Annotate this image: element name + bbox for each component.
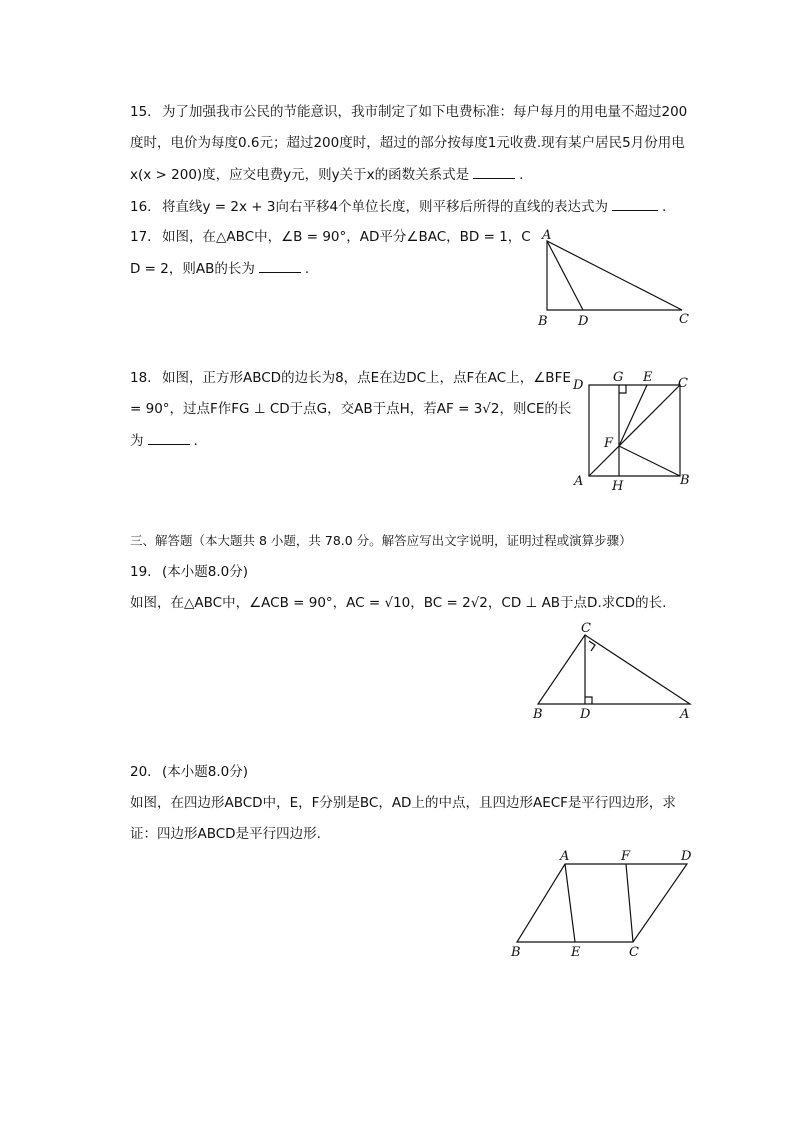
q15-end: . bbox=[519, 167, 524, 183]
q19-right-angle-d bbox=[585, 697, 592, 704]
q15-line2 bbox=[130, 133, 685, 153]
q17-end: . bbox=[304, 261, 310, 277]
q20-parallelogram-figure bbox=[505, 846, 705, 961]
q20-line1 bbox=[130, 793, 676, 813]
q16-line bbox=[130, 196, 666, 217]
q17-label-c: C bbox=[679, 312, 689, 327]
q20-label-b: B bbox=[511, 945, 521, 960]
q15-number: 15. bbox=[130, 104, 152, 120]
q20-label-e: E bbox=[571, 945, 581, 960]
q15-text-3: x(x > 200)度，应交电费y元，则y关于x的函数关系式是 bbox=[130, 167, 470, 183]
q18-text-2: = 90°，过点F作FG ⊥ CD于点G，交AB于点H，若AF = 3√2，则CE的长 bbox=[130, 401, 572, 417]
q15-line1 bbox=[130, 102, 687, 122]
q15-answer-blank[interactable] bbox=[473, 164, 515, 179]
q18-right-angle-mark bbox=[619, 385, 626, 393]
q17-number: 17. bbox=[130, 229, 152, 245]
q19-text: 如图，在△ABC中，∠ACB = 90°，AC = √10，BC = 2√2，CD ⊥ AB于点D.求CD的长. bbox=[130, 595, 667, 611]
q20-label-a: A bbox=[560, 849, 570, 864]
q18-answer-blank[interactable] bbox=[148, 430, 190, 445]
q20-text-1: 如图，在四边形ABCD中，E，F分别是BC，AD上的中点，且四边形AECF是平行四边形，求 bbox=[130, 795, 676, 811]
q19-label-c: C bbox=[581, 621, 591, 636]
q20-segment-ae bbox=[565, 864, 575, 942]
q20-label-f: F bbox=[621, 849, 631, 864]
q17-triangle-figure bbox=[530, 228, 700, 333]
q17-answer-blank[interactable] bbox=[259, 258, 301, 273]
section-3-title: 三、解答题（本大题共 8 小题，共 78.0 分。解答应写出文字说明，证明过程或演算步骤） bbox=[130, 533, 632, 548]
q18-end: . bbox=[193, 433, 198, 449]
q17-text-1: 如图，在△ABC中，∠B = 90°，AD平分∠BAC，BD = 1，C bbox=[162, 229, 531, 245]
q19-triangle-figure bbox=[530, 620, 700, 725]
q18-line2 bbox=[130, 399, 571, 419]
q19-number: 19. bbox=[130, 564, 152, 580]
q15-text-1: 为了加强我市公民的节能意识，我市制定了如下电费标准：每户每月的用电量不超过200 bbox=[162, 104, 688, 120]
q18-text-1: 如图，正方形ABCD的边长为8，点E在边DC上，点F在AC上，∠BFE bbox=[162, 370, 571, 386]
q18-diagonal-ac bbox=[589, 385, 680, 476]
q17-line1 bbox=[130, 227, 531, 247]
q17-label-d: D bbox=[578, 314, 589, 329]
q19-line bbox=[130, 593, 666, 613]
section-3-heading bbox=[130, 531, 632, 551]
q16-text: 将直线y = 2x + 3向右平移4个单位长度，则平移后所得的直线的表达式为 bbox=[162, 199, 609, 215]
q17-segment-ad bbox=[547, 241, 583, 310]
q20-line2 bbox=[130, 824, 321, 844]
q18-label-e: E bbox=[643, 370, 653, 385]
q18-square-figure bbox=[570, 368, 700, 493]
q19-label-b: B bbox=[533, 707, 543, 722]
q18-label-f: F bbox=[604, 436, 614, 451]
q18-segment-fe bbox=[619, 385, 647, 446]
q15-line3 bbox=[130, 164, 523, 185]
q18-segment-fb bbox=[619, 446, 680, 476]
q17-text-2: D = 2，则AB的长为 bbox=[130, 261, 255, 277]
q17-line2 bbox=[130, 258, 309, 279]
q18-label-b: B bbox=[680, 473, 690, 488]
q19-score: (本小题8.0分) bbox=[162, 564, 249, 580]
q16-answer-blank[interactable] bbox=[612, 196, 658, 211]
q20-label-d: D bbox=[681, 849, 692, 864]
q19-triangle-abc bbox=[538, 635, 690, 704]
q19-right-angle-c bbox=[589, 641, 595, 651]
q18-text-3: 为 bbox=[130, 433, 144, 449]
q20-header bbox=[130, 762, 248, 782]
q18-line1 bbox=[130, 368, 571, 388]
q18-label-g: G bbox=[613, 370, 624, 385]
q18-number: 18. bbox=[130, 370, 152, 386]
q20-label-c: C bbox=[629, 945, 639, 960]
q18-line3 bbox=[130, 430, 198, 451]
q18-label-c: C bbox=[678, 376, 688, 391]
q16-number: 16. bbox=[130, 199, 152, 215]
q20-number: 20. bbox=[130, 764, 152, 780]
q19-label-d: D bbox=[580, 707, 591, 722]
q20-quadrilateral-abcd bbox=[517, 864, 687, 942]
q18-label-a: A bbox=[574, 474, 584, 489]
q19-header bbox=[130, 562, 248, 582]
q17-label-b: B bbox=[538, 314, 548, 329]
q18-label-d: D bbox=[573, 378, 584, 393]
q20-text-2: 证：四边形ABCD是平行四边形. bbox=[130, 826, 321, 842]
q18-label-h: H bbox=[612, 479, 624, 494]
q17-triangle-abc bbox=[547, 241, 682, 310]
q20-segment-fc bbox=[626, 864, 633, 942]
q19-label-a: A bbox=[680, 707, 690, 722]
q17-label-a: A bbox=[542, 228, 552, 243]
q20-score: (本小题8.0分) bbox=[162, 764, 249, 780]
q15-text-2: 度时，电价为每度0.6元；超过200度时，超过的部分按每度1元收费.现有某户居民5月份用电 bbox=[130, 135, 685, 151]
q16-end: . bbox=[662, 199, 667, 215]
